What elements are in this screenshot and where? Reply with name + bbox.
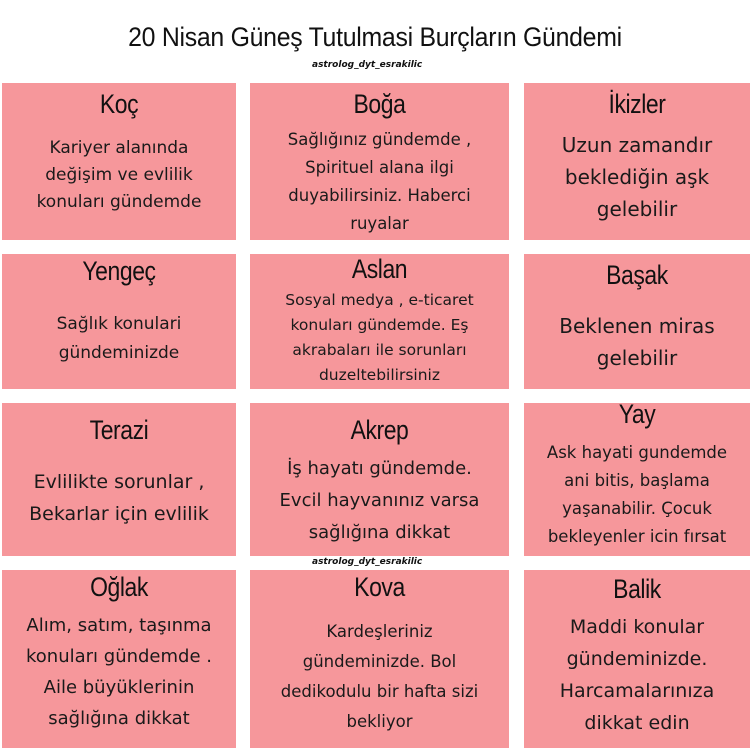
sign-title: Koç [99,89,139,119]
card-aslan [250,254,509,389]
sign-description: Beklenen miras gelebilir [559,314,715,370]
card-basak [524,254,750,389]
card-balik [524,570,750,748]
watermark-top: astrolog_dyt_esrakilic [312,60,423,70]
sign-description: Uzun zamandır beklediğin aşk gelebilir [561,133,713,221]
card-oglak [2,570,236,748]
sign-title: Akrep [350,415,409,445]
page-title: 20 Nisan Güneş Tutulmasi Burçların Gündemi [128,22,622,52]
card-terazi [2,403,236,556]
sign-title: Kova [354,572,405,602]
sign-title: Boğa [353,89,406,119]
sign-title: Balik [613,574,661,604]
card-kova [250,570,509,748]
sign-description: Evlilikte sorunlar , Bekarlar için evlilik [29,471,209,525]
sign-title: Terazi [89,415,149,445]
card-akrep [250,403,509,556]
sign-title: İkizler [608,89,666,119]
sign-description: Sağlık konulari gündeminizde [56,314,182,363]
sign-description: Alım, satım, taşınma konuları gündemde . Aile büyüklerinin sağlığına dikkat [26,615,212,729]
card-yay [524,403,750,556]
sign-description: İş hayatı gündemde. Evcil hayvanınız varsa sağlığına dikkat [279,458,480,543]
sign-title: Yengeç [82,256,156,286]
card-koc [2,83,236,240]
sign-description: Sosyal medya , e-ticaret konuları gündemde. Eş akrabaları ile sorunları duzeltebilirsiniz [285,291,474,384]
sign-description: Kariyer alanında değişim ve evlilik konuları gündemde [36,138,202,212]
sign-title: Yay [618,403,656,429]
sign-description: Kardeşleriniz gündeminizde. Bol dedikodulu bir hafta sizi bekliyor [280,622,479,731]
sign-title: Aslan [351,254,408,284]
sign-description: Maddi konular gündeminizde. Harcamalarınıza dikkat edin [559,616,715,734]
sign-description: Ask hayati gundemde ani bitis, başlama yaşanabilir. Çocuk bekleyenler icin fırsat [546,443,728,546]
sign-title: Oğlak [90,572,148,602]
card-boga [250,83,509,240]
sign-description: Sağlığınız gündemde , Spirituel alana ilgi duyabilirsiniz. Haberci ruyalar [287,130,472,233]
watermark-middle: astrolog_dyt_esrakilic [312,557,423,567]
card-yengec [2,254,236,389]
card-ikizler [524,83,750,240]
sign-title: Başak [606,260,668,290]
